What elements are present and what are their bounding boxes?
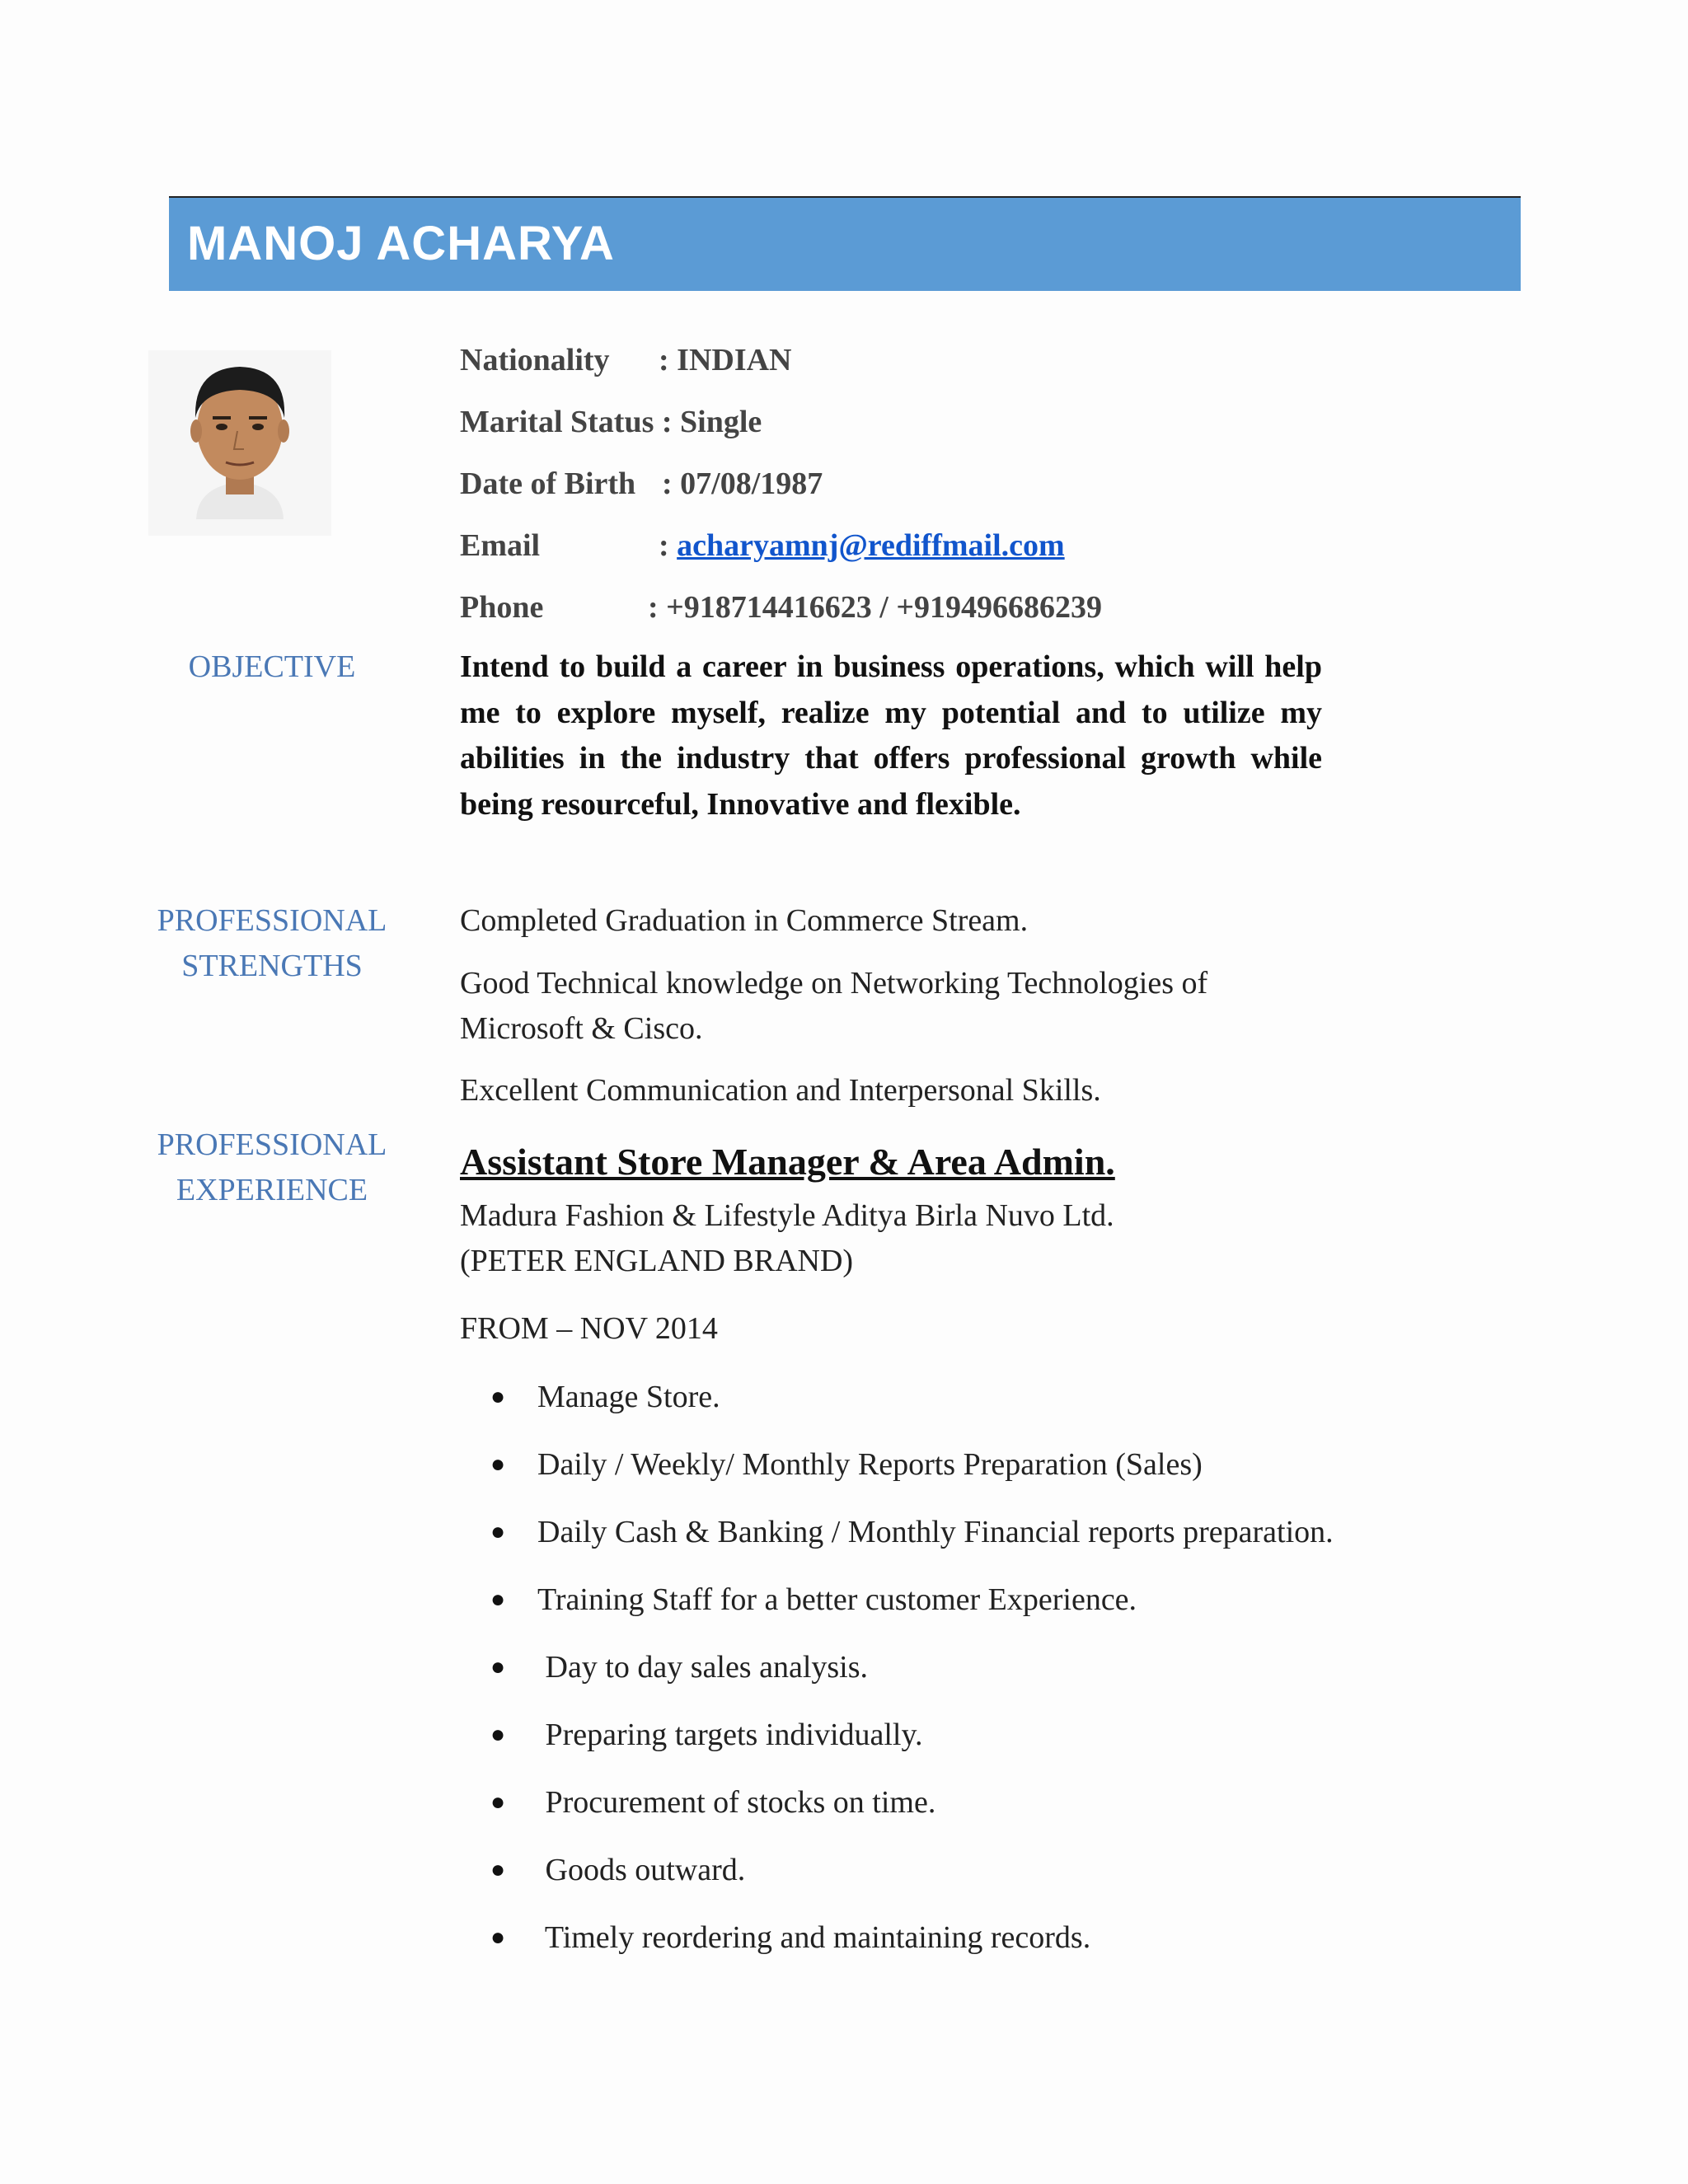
strengths-heading-line2: STRENGTHS (181, 949, 363, 983)
email-link[interactable]: acharyamnj@rediffmail.com (677, 528, 1065, 563)
nationality-row (460, 340, 792, 381)
email-row (460, 525, 1065, 566)
objective-text: Intend to build a career in business operations, which will help me to explore myself, realize my potential and to utilize my abilities in the industry that offers professional growth while being resourceful, Innovative and flexible. (460, 649, 1322, 822)
nationality-label: Nationality (460, 343, 610, 377)
company-name: Madura Fashion & Lifestyle Aditya Birla Nuvo Ltd. (460, 1198, 1114, 1233)
phone-row (460, 587, 1102, 628)
dob-label: Date of Birth (460, 466, 636, 501)
bullet-icon: ● (490, 1721, 506, 1748)
duty-text: Daily / Weekly/ Monthly Reports Preparation (Sales) (537, 1447, 1203, 1482)
duty-item (490, 1710, 1334, 1778)
employment-period: FROM – NOV 2014 (460, 1311, 718, 1346)
duty-text: Training Staff for a better customer Experience. (537, 1582, 1137, 1617)
duty-item (490, 1507, 1334, 1575)
bullet-icon: ● (490, 1788, 506, 1816)
duty-item (490, 1372, 1334, 1440)
bullet-icon: ● (490, 1653, 506, 1680)
duty-item (490, 1440, 1334, 1507)
profile-photo (148, 350, 331, 536)
bullet-icon: ● (490, 1451, 506, 1478)
bullet-icon: ● (490, 1924, 506, 1951)
duty-text: Day to day sales analysis. (537, 1650, 869, 1685)
duty-text: Procurement of stocks on time. (537, 1785, 936, 1820)
strengths-heading-line1: PROFESSIONAL (157, 903, 387, 938)
strength-item: Excellent Communication and Interpersonal Skills. (460, 1073, 1101, 1108)
strength-item: Completed Graduation in Commerce Stream. (460, 903, 1029, 938)
job-title: Assistant Store Manager & Area Admin. (460, 1141, 1115, 1183)
email-separator: : (659, 528, 669, 563)
email-label: Email (460, 528, 541, 563)
marital-status-value: : Single (661, 405, 762, 439)
duty-text: Timely reordering and maintaining records. (537, 1920, 1091, 1955)
duty-text: Manage Store. (537, 1380, 720, 1414)
company-brand: (PETER ENGLAND BRAND) (460, 1244, 854, 1278)
candidate-name: MANOJ ACHARYA (187, 217, 615, 270)
bullet-icon: ● (490, 1383, 506, 1410)
duty-text: Goods outward. (537, 1853, 746, 1887)
duty-item (490, 1643, 1334, 1710)
nationality-value: : INDIAN (659, 343, 792, 377)
marital-status-label: Marital Status (460, 405, 654, 439)
strength-item: Good Technical knowledge on Networking Technologies of (460, 966, 1208, 1001)
duty-item (490, 1778, 1334, 1845)
bullet-icon: ● (490, 1518, 506, 1545)
duty-text: Preparing targets individually. (537, 1718, 923, 1752)
experience-heading-line2: EXPERIENCE (176, 1173, 368, 1207)
marital-status-row (460, 401, 762, 443)
duties-list (490, 1372, 1334, 1980)
dob-value: : 07/08/1987 (662, 466, 823, 501)
experience-heading (140, 1122, 404, 1213)
strength-item-continued: Microsoft & Cisco. (460, 1011, 703, 1046)
objective-heading: OBJECTIVE (188, 649, 356, 684)
header-banner (169, 198, 1521, 291)
dob-row (460, 463, 823, 504)
phone-label: Phone (460, 590, 544, 625)
phone-value: : +918714416623 / +919496686239 (648, 590, 1103, 625)
bullet-icon: ● (490, 1586, 506, 1613)
duty-text: Daily Cash & Banking / Monthly Financial reports preparation. (537, 1515, 1334, 1549)
bullet-icon: ● (490, 1856, 506, 1883)
duty-item (490, 1845, 1334, 1913)
duty-item (490, 1913, 1334, 1980)
strengths-heading (140, 898, 404, 989)
duty-item (490, 1575, 1334, 1643)
experience-heading-line1: PROFESSIONAL (157, 1127, 387, 1162)
